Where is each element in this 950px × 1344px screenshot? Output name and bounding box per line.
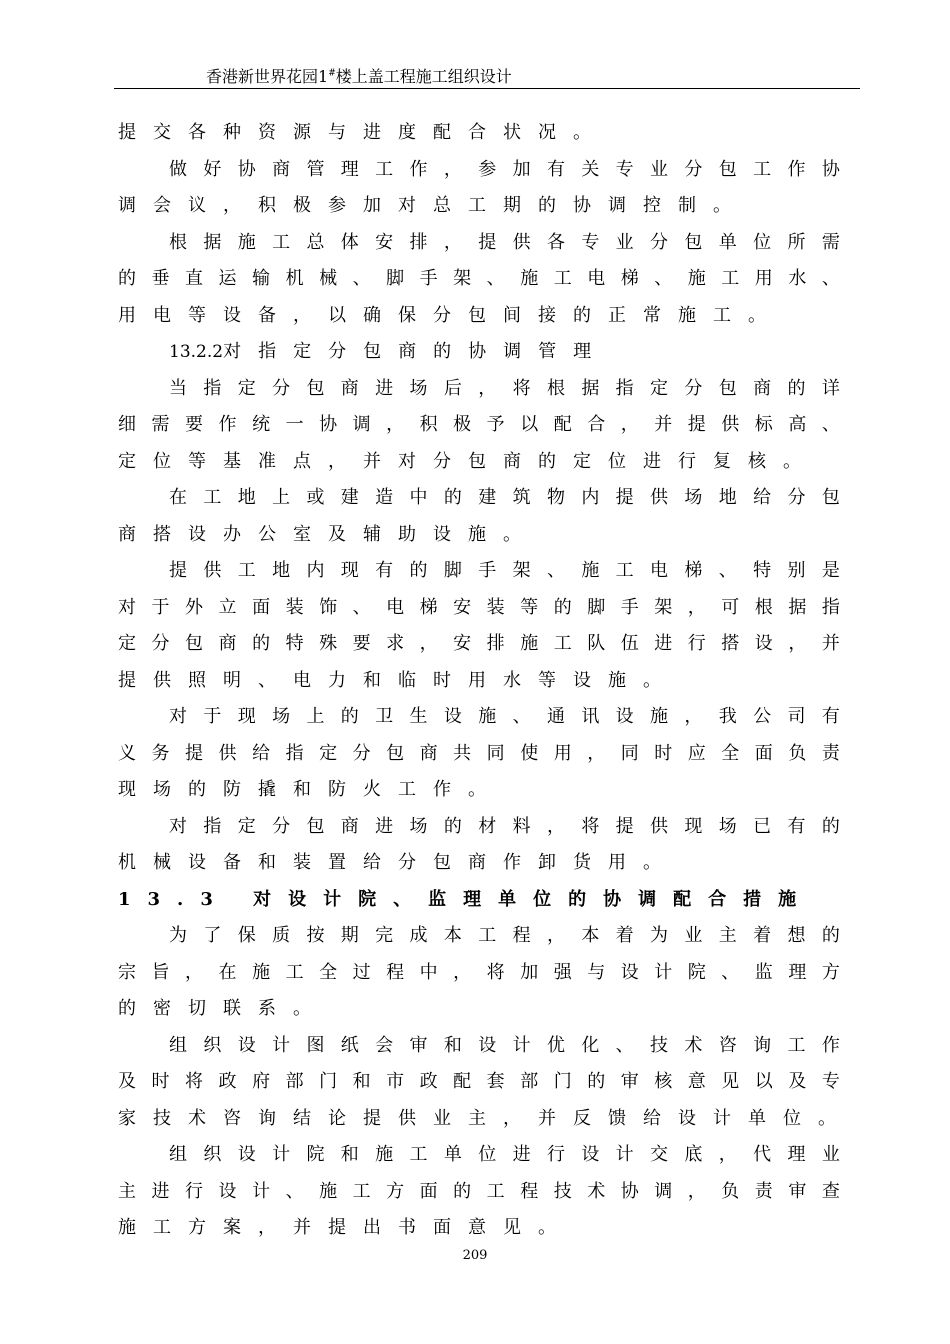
text-line: 组 织 设 计 院 和 施 工 单 位 进 行 设 计 交 底 ， 代 理 业 (169, 1144, 840, 1165)
text-line: 机械设备和装置给分包商作卸货用。 (118, 852, 678, 873)
text-line: 调会议，积极参加对总工期的协调控制。 (118, 195, 748, 216)
text-line: 及 时 将 政 府 部 门 和 市 政 配 套 部 门 的 审 核 意 见 以 及 专 (118, 1071, 840, 1092)
text-line: 在 工 地 上 或 建 造 中 的 建 筑 物 内 提 供 场 地 给 分 包 (169, 487, 840, 508)
text-line: 的 垂 直 运 输 机 械 、 脚 手 架 、 施 工 电 梯 、 施 工 用 水 、 (118, 268, 840, 289)
text-line: 的密切联系。 (118, 998, 328, 1019)
text-line: 主 进 行 设 计 、 施 工 方 面 的 工 程 技 术 协 调 ， 负 责 审 查 (118, 1180, 840, 1202)
text-line: 对 指 定 分 包 商 进 场 的 材 料 ， 将 提 供 现 场 已 有 的 (169, 815, 840, 837)
text-line: 对 于 外 立 面 装 饰 、 电 梯 安 装 等 的 脚 手 架 ， 可 根 据 指 (118, 596, 840, 618)
section-heading: 13.3 对设计院、监理单位的协调配合措施 (118, 888, 814, 910)
page-header (114, 62, 860, 89)
text-line: 细 需 要 作 统 一 协 调 ， 积 极 予 以 配 合 ， 并 提 供 标 高 、 (118, 414, 840, 435)
text-line: 施工方案，并提出书面意见。 (118, 1217, 573, 1238)
text-line: 义 务 提 供 给 指 定 分 包 商 共 同 使 用 ， 同 时 应 全 面 负 责 (118, 742, 840, 764)
text-line: 当 指 定 分 包 商 进 场 后 ， 将 根 据 指 定 分 包 商 的 详 (169, 377, 840, 399)
header-title: 香港新世界花园1#楼上盖工程施工组织设计 (206, 67, 512, 86)
text-line: 提供照明、电力和临时用水等设施。 (118, 669, 678, 691)
text-line: 做 好 协 商 管 理 工 作 ， 参 加 有 关 专 业 分 包 工 作 协 (169, 158, 840, 180)
text-line: 商搭设办公室及辅助设施。 (118, 523, 538, 545)
text-line: 家技术咨询结论提供业主，并反馈给设计单位。 (118, 1107, 853, 1129)
text-line: 组 织 设 计 图 纸 会 审 和 设 计 优 化 、 技 术 咨 询 工 作 (169, 1034, 840, 1056)
text-line: 提交各种资源与进度配合状况。 (118, 122, 608, 143)
page-number: 209 (462, 1248, 488, 1263)
text-line: 宗 旨 ， 在 施 工 全 过 程 中 ， 将 加 强 与 设 计 院 、 监 理 方 (118, 961, 840, 983)
text-line: 对 于 现 场 上 的 卫 生 设 施 、 通 讯 设 施 ， 我 公 司 有 (169, 706, 840, 727)
text-line: 定 分 包 商 的 特 殊 要 求 ， 安 排 施 工 队 伍 进 行 搭 设 ， 并 (118, 633, 840, 654)
text-line: 为 了 保 质 按 期 完 成 本 工 程 ， 本 着 为 业 主 着 想 的 (169, 925, 840, 946)
text-line: 用电等设备，以确保分包间接的正常施工。 (118, 304, 783, 326)
text-line: 定位等基准点，并对分包商的定位进行复核。 (118, 450, 818, 472)
text-line: 13.2.2对指定分包商的协调管理 (169, 341, 609, 362)
text-line: 现场的防撬和防火工作。 (118, 779, 503, 800)
text-line: 提 供 工 地 内 现 有 的 脚 手 架 、 施 工 电 梯 、 特 别 是 (169, 560, 840, 581)
text-line: 根 据 施 工 总 体 安 排 ， 提 供 各 专 业 分 包 单 位 所 需 (169, 231, 840, 253)
